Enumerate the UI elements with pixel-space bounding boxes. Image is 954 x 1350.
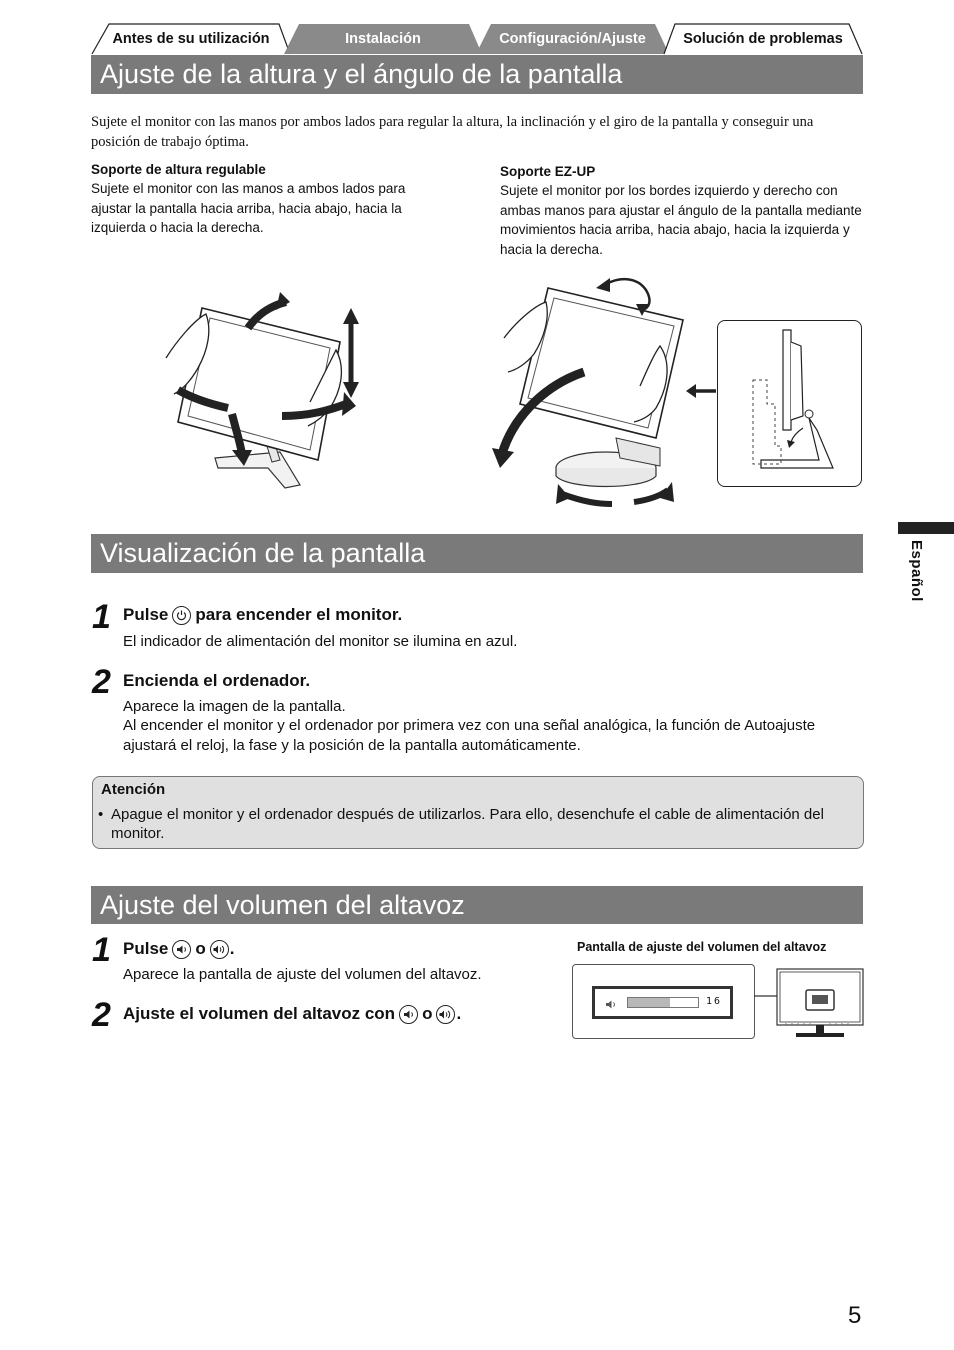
section-title-text: Ajuste de la altura y el ángulo de la pantalla	[100, 59, 623, 89]
volume-up-icon	[210, 940, 229, 959]
attention-box	[92, 776, 864, 849]
volume-bar-fill	[628, 998, 670, 1007]
language-label: Español	[908, 540, 925, 602]
right-heading: Soporte EZ-UP	[500, 164, 596, 179]
volume-bar-track	[627, 997, 699, 1008]
language-tab-marker	[898, 522, 954, 534]
step-title-text: .	[456, 1004, 462, 1023]
step-title-text: .	[229, 939, 235, 958]
volume-osd	[592, 986, 733, 1019]
step1-desc: Aparece la pantalla de ajuste del volumen del altavoz.	[123, 966, 482, 983]
volume-down-icon	[172, 940, 191, 959]
attention-text: Apague el monitor y el ordenador después de utilizarlos. Para ello, desenchufe el cable de alimentación del monitor.	[111, 806, 824, 842]
power-icon	[172, 606, 191, 625]
step-number: 2	[92, 663, 111, 701]
height-stand-illustration	[160, 290, 370, 500]
section-title-text: Ajuste del volumen del altavoz	[100, 889, 465, 920]
step-title-text: para encender el monitor.	[195, 605, 403, 624]
step-title-text: o	[422, 1004, 433, 1023]
volume-down-icon	[399, 1005, 418, 1024]
small-monitor-illustration	[776, 968, 864, 1040]
ezup-stand-illustration	[488, 268, 703, 516]
tab-label: Antes de su utilización	[112, 31, 270, 47]
section-title-ajuste-altura	[91, 55, 863, 94]
tab-solucion[interactable]	[663, 23, 863, 55]
step-number: 1	[92, 931, 111, 969]
tab-instalacion[interactable]	[283, 23, 483, 55]
tab-label: Configuración/Ajuste	[499, 31, 646, 47]
step-number: 1	[92, 598, 111, 636]
section-title-text: Visualización de la pantalla	[100, 538, 426, 568]
left-text: Sujete el monitor con las manos a ambos lados para ajustar la pantalla hacia arriba, hacia abajo, hacia la izquierda o hacia la derecha.	[91, 181, 406, 235]
step-title-text: Pulse	[123, 605, 169, 624]
tab-configuracion[interactable]	[475, 23, 670, 55]
step2-title: Encienda el ordenador.	[123, 671, 311, 690]
step-number: 2	[92, 996, 111, 1034]
right-text: Sujete el monitor por los bordes izquierdo y derecho con ambas manos para ajustar el ángulo de la pantalla mediante movimientos hacia arriba, hacia abajo, hacia la izquierda y hacia la derecha.	[500, 183, 862, 257]
step-title-text: Ajuste el volumen del altavoz con	[123, 1004, 396, 1023]
step2-desc2: Al encender el monitor y el ordenador por primera vez con una señal analógica, la función de Autoajuste ajustará el reloj, la fase y la posición de la pantalla automáticamente.	[123, 717, 816, 754]
tab-label: Solución de problemas	[683, 31, 843, 47]
attention-bullet: •	[98, 806, 104, 823]
section-title-volumen	[91, 886, 863, 924]
page-number: 5	[848, 1302, 862, 1329]
volume-value: 16	[706, 996, 723, 1007]
pointer-arrow-icon	[686, 384, 716, 398]
step1-desc: El indicador de alimentación del monitor se ilumina en azul.	[123, 633, 518, 650]
left-heading: Soporte de altura regulable	[91, 162, 266, 177]
step1-title	[123, 939, 234, 959]
volume-up-icon	[436, 1005, 455, 1024]
speaker-icon	[605, 997, 619, 1015]
volume-panel-caption: Pantalla de ajuste del volumen del altavoz	[577, 940, 827, 954]
tab-antes[interactable]	[91, 23, 291, 55]
step2-desc1: Aparece la imagen de la pantalla.	[123, 698, 346, 715]
section1-intro: Sujete el monitor con las manos por ambos lados para regular la altura, la inclinación y el giro de la pantalla y conseguir una posición de trabajo óptima.	[91, 114, 814, 150]
tab-label: Instalación	[345, 31, 421, 47]
attention-heading: Atención	[101, 781, 166, 798]
step-title-text: Pulse	[123, 939, 169, 958]
side-view-illustration	[717, 320, 862, 487]
section-title-visualizacion	[91, 534, 863, 573]
step2-title	[123, 1004, 461, 1024]
step1-title	[123, 605, 402, 625]
step-title-text: o	[195, 939, 206, 958]
